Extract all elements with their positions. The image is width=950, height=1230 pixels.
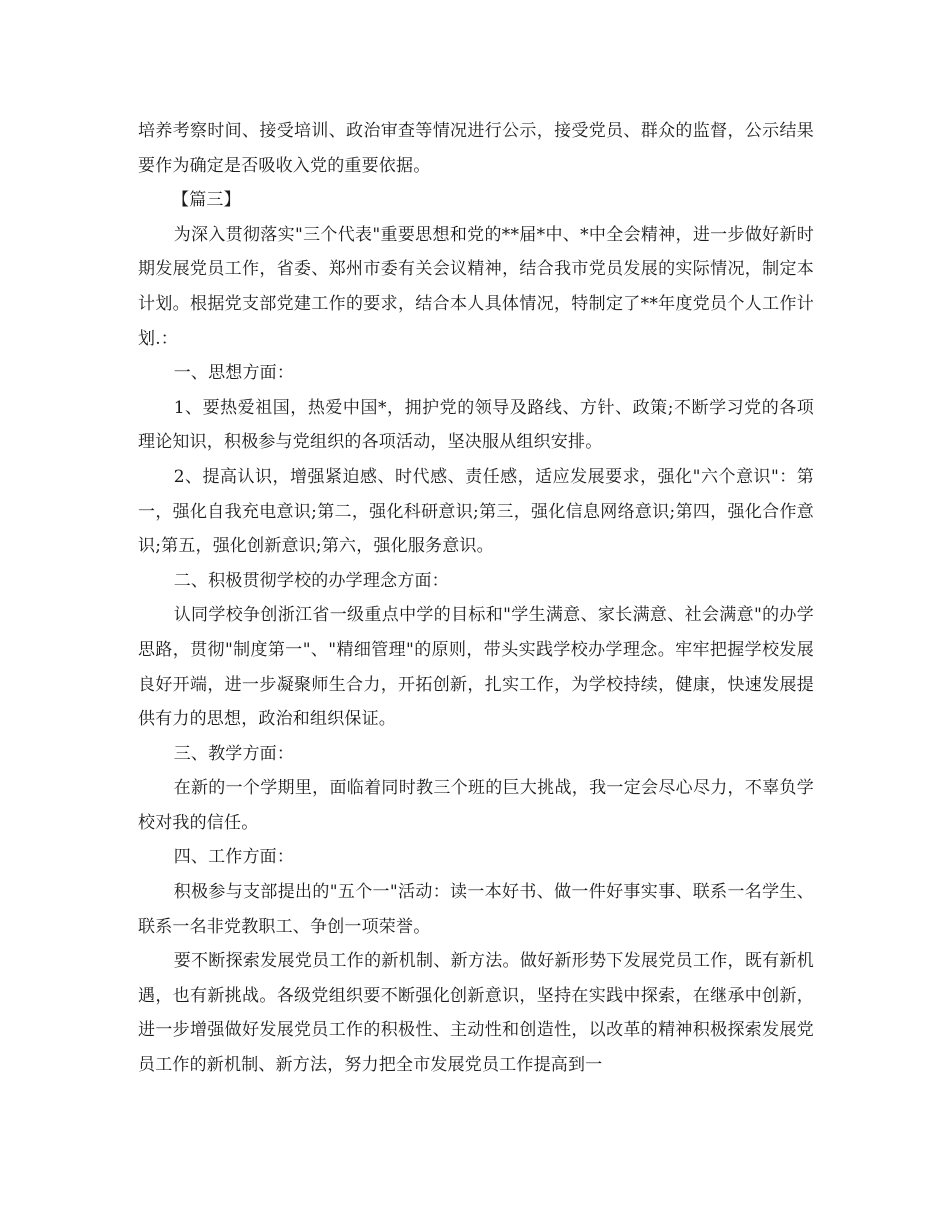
paragraph-intro: 为深入贯彻落实"三个代表"重要思想和党的**届*中、*中全会精神，进一步做好新时期发展党员工作，省委、郑州市委有关会议精神，结合我市党员发展的实际情况，制定本计划。根据党支部党建工作的要求，结合本人具体情况，特制定了**年度党员个人工作计划.： <box>138 224 814 349</box>
heading-teaching: 三、教学方面： <box>173 743 295 764</box>
paragraph-work-mechanism: 要不断探索发展党员工作的新机制、新方法。做好新形势下发展党员工作，既有新机遇，也有新挑战。各级党组织要不断强化创新意识，坚持在实践中探索，在继承中创新，进一步增强做好发展党员工作的积极性、主动性和创造性，以改革的精神积极探索发展党员工作的新机制、新方法，努力把全市发展党员工作提高到一 <box>138 951 814 1076</box>
paragraph-teaching: 在新的一个学期里，面临着同时教三个班的巨大挑战，我一定会尽心尽力，不辜负学校对我的信任。 <box>138 778 814 833</box>
paragraph-work-activities: 积极参与支部提出的"五个一"活动：读一本好书、做一件好事实事、联系一名学生、联系一名非党教职工、争创一项荣誉。 <box>138 882 814 937</box>
paragraph-continuation: 培养考察时间、接受培训、政治审查等情况进行公示，接受党员、群众的监督，公示结果要作为确定是否吸收入党的重要依据。 <box>138 121 814 176</box>
heading-work: 四、工作方面： <box>173 847 295 868</box>
document-body <box>138 114 814 1083</box>
paragraph-school-philosophy: 认同学校争创浙江省一级重点中学的目标和"学生满意、家长满意、社会满意"的办学思路，贯彻"制度第一"、"精细管理"的原则，带头实践学校办学理念。牢牢把握学校发展良好开端，进一步凝聚师生合力，开拓创新，扎实工作，为学校持续，健康，快速发展提供有力的思想，政治和组织保证。 <box>138 605 814 730</box>
paragraph-thought-2: 2、提高认识，增强紧迫感、时代感、责任感，适应发展要求，强化"六个意识"：第一，强化自我充电意识;第二，强化科研意识;第三，强化信息网络意识;第四，强化合作意识;第五，强化创新意识;第六，强化服务意识。 <box>138 466 814 557</box>
paragraph-thought-1: 1、要热爱祖国，热爱中国*，拥护党的领导及路线、方针、政策;不断学习党的各项理论知识，积极参与党组织的各项活动，坚决服从组织安排。 <box>138 397 814 453</box>
heading-thought: 一、思想方面： <box>173 363 295 384</box>
section-title-pian-san: 【篇三】 <box>172 190 241 211</box>
heading-school-philosophy: 二、积极贯彻学校的办学理念方面： <box>173 570 449 591</box>
